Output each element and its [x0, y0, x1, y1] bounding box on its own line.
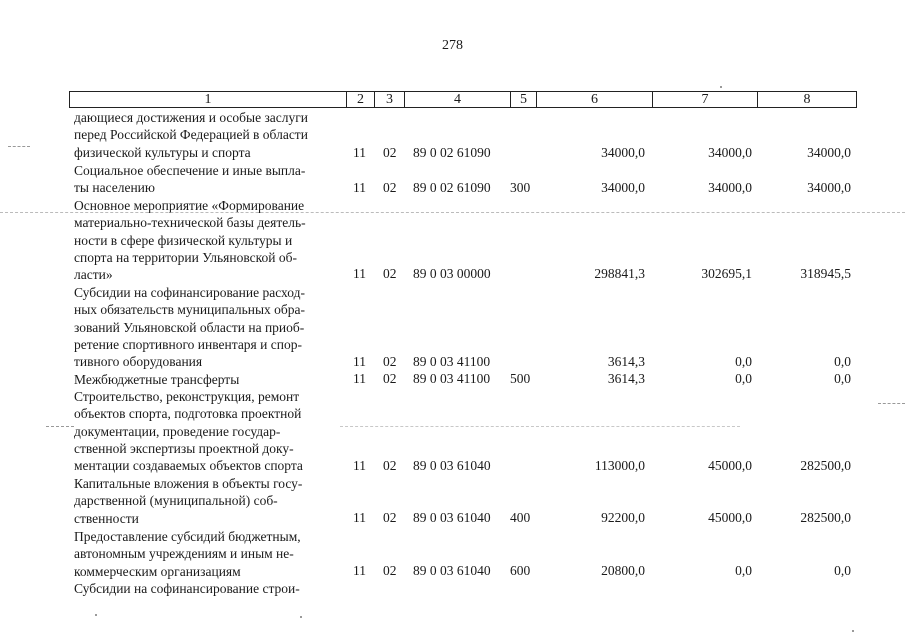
description-line: физической культуры и спорта	[74, 144, 251, 160]
description-line: документации, проведение государ-	[74, 423, 281, 439]
scan-speck	[720, 86, 722, 88]
description-line: ственной экспертизы проектной доку-	[74, 440, 294, 456]
scan-artifact	[8, 146, 30, 147]
header-col-3: 3	[374, 92, 404, 107]
amount-col-7: 0,0	[735, 371, 752, 386]
scan-artifact	[46, 426, 74, 427]
amount-col-7: 45000,0	[708, 458, 752, 473]
description-line: Строительство, реконструкция, ремонт	[74, 389, 300, 404]
target-article-code: 89 0 02 61090	[413, 145, 491, 160]
target-article-code: 89 0 03 41100	[413, 354, 491, 369]
subsection-code: 02	[383, 354, 397, 369]
target-article-code: 89 0 03 61040	[413, 563, 491, 578]
amount-col-6: 113000,0	[594, 458, 645, 473]
target-article-code: 89 0 03 41100	[413, 371, 491, 386]
description-line: спорта на территории Ульяновской об-	[74, 249, 297, 265]
row-description	[74, 197, 344, 283]
description-line: дающиеся достижения и особые заслуги	[74, 110, 309, 125]
description-line: дарственной (муниципальной) соб-	[74, 493, 278, 509]
description-line: зований Ульяновской области на приоб-	[74, 319, 305, 335]
description-line: ласти»	[74, 267, 113, 283]
scan-artifact	[0, 212, 905, 213]
target-article-code: 89 0 03 61040	[413, 458, 491, 473]
row-description	[74, 475, 344, 527]
expense-type-code: 300	[510, 180, 531, 195]
description-line: ственности	[74, 510, 139, 526]
subsection-code: 02	[383, 145, 397, 160]
header-col-5: 5	[510, 92, 536, 107]
description-line: коммерческим организациям	[74, 563, 241, 579]
description-line: Основное мероприятие «Формирование	[74, 198, 305, 213]
description-line: ты населению	[74, 180, 155, 196]
subsection-code: 02	[383, 510, 397, 525]
expense-type-code: 500	[510, 371, 531, 386]
header-col-1: 1	[204, 92, 212, 107]
amount-col-8: 282500,0	[800, 510, 851, 525]
header-col-8: 8	[757, 92, 856, 107]
amount-col-7: 34000,0	[708, 180, 752, 195]
section-code: 11	[353, 371, 366, 386]
subsection-code: 02	[383, 180, 397, 195]
subsection-code: 02	[383, 458, 397, 473]
row-description	[74, 580, 344, 597]
description-line: перед Российской Федерацией в области	[74, 127, 308, 143]
description-line: ретение спортивного инвентаря и спор-	[74, 336, 302, 352]
amount-col-8: 282500,0	[800, 458, 851, 473]
scan-artifact	[340, 426, 740, 427]
section-code: 11	[353, 180, 366, 195]
target-article-code: 89 0 03 61040	[413, 510, 491, 525]
description-line: Субсидии на софинансирование расход-	[74, 285, 306, 300]
header-col-6: 6	[536, 92, 652, 107]
amount-col-6: 3614,3	[607, 371, 645, 386]
amount-col-6: 298841,3	[594, 266, 645, 281]
scan-speck	[852, 630, 854, 632]
description-line: автономным учреждениям и иным не-	[74, 546, 294, 562]
amount-col-8: 34000,0	[807, 180, 851, 195]
amount-col-7: 45000,0	[708, 510, 752, 525]
header-col-2: 2	[346, 92, 374, 107]
amount-col-8: 34000,0	[807, 145, 851, 160]
amount-col-8: 0,0	[834, 354, 851, 369]
amount-col-7: 302695,1	[701, 266, 752, 281]
description-line: объектов спорта, подготовка проектной	[74, 406, 302, 422]
amount-col-8: 318945,5	[800, 266, 851, 281]
header-col-4: 4	[404, 92, 510, 107]
target-article-code: 89 0 03 00000	[413, 266, 491, 281]
header-col-7: 7	[652, 92, 757, 107]
section-code: 11	[353, 510, 366, 525]
amount-col-8: 0,0	[834, 371, 851, 386]
scan-speck	[300, 616, 302, 618]
row-description	[74, 284, 344, 370]
subsection-code: 02	[383, 371, 397, 386]
description-line: Социальное обеспечение и иные выпла-	[74, 163, 306, 178]
section-code: 11	[353, 145, 366, 160]
row-description	[74, 109, 344, 161]
amount-col-7: 0,0	[735, 354, 752, 369]
section-code: 11	[353, 563, 366, 578]
subsection-code: 02	[383, 266, 397, 281]
expense-type-code: 600	[510, 563, 531, 578]
row-description	[74, 388, 344, 474]
row-description	[74, 528, 344, 580]
description-line: Предоставление субсидий бюджетным,	[74, 529, 301, 544]
description-line: ных обязательств муниципальных обра-	[74, 302, 306, 318]
target-article-code: 89 0 02 61090	[413, 180, 491, 195]
description-line: тивного оборудования	[74, 354, 203, 370]
description-line: материально-технической базы деятель-	[74, 215, 306, 231]
expense-type-code: 400	[510, 510, 531, 525]
amount-col-6: 20800,0	[601, 563, 645, 578]
description-line: ментации создаваемых объектов спорта	[74, 458, 303, 474]
amount-col-8: 0,0	[834, 563, 851, 578]
amount-col-7: 34000,0	[708, 145, 752, 160]
page-number: 278	[442, 38, 463, 53]
row-description	[74, 371, 344, 388]
amount-col-6: 92200,0	[601, 510, 645, 525]
amount-col-6: 3614,3	[607, 354, 645, 369]
subsection-code: 02	[383, 563, 397, 578]
section-code: 11	[353, 458, 366, 473]
description-line: Капитальные вложения в объекты госу-	[74, 476, 303, 491]
description-line: ности в сфере физической культуры и	[74, 232, 293, 248]
section-code: 11	[353, 266, 366, 281]
scan-speck	[95, 614, 97, 616]
scan-artifact	[878, 403, 905, 404]
amount-col-7: 0,0	[735, 563, 752, 578]
section-code: 11	[353, 354, 366, 369]
table-header-row	[69, 91, 857, 108]
amount-col-6: 34000,0	[601, 180, 645, 195]
amount-col-6: 34000,0	[601, 145, 645, 160]
description-line: Межбюджетные трансферты	[74, 372, 240, 387]
description-line: Субсидии на софинансирование строи-	[74, 581, 300, 596]
row-description	[74, 162, 344, 197]
